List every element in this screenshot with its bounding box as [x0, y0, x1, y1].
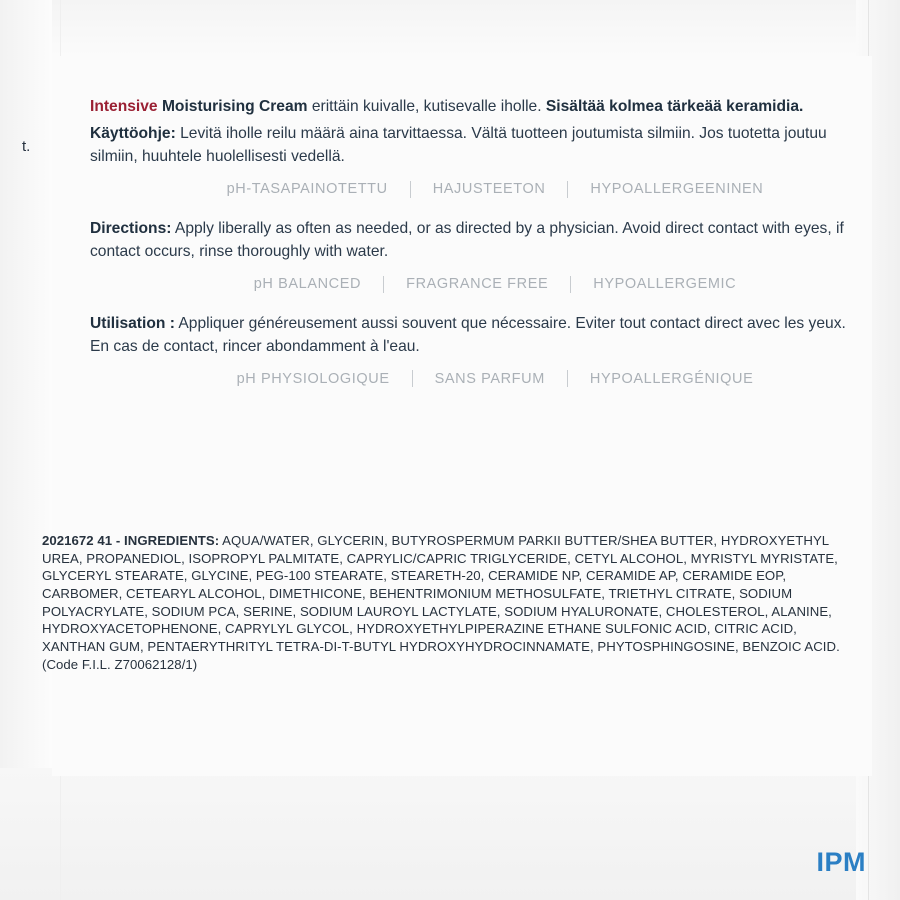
english-directions-paragraph — [90, 218, 860, 264]
claim-hypoallergenic-fr: HYPOALLERGÉNIQUE — [589, 370, 754, 387]
finnish-claims-row — [90, 181, 860, 198]
french-directions-label: Utilisation : — [90, 314, 175, 332]
claim-ph-balanced-fi: pH-TASAPAINOTETTU — [226, 181, 388, 198]
finnish-directions-text: Levitä iholle reilu määrä aina tarvittaessa. Vältä tuotteen joutumista silmiin. Jos tuotetta joutuu silmiin, huuhtele huolellisesti vedellä. — [90, 124, 827, 165]
claim-fragrance-free-en: FRAGRANCE FREE — [406, 276, 549, 293]
french-claims-row — [90, 370, 860, 387]
ipm-logo: IPM — [816, 847, 866, 877]
ingredients-code-label: 2021672 41 - INGREDIENTS: — [42, 533, 220, 548]
claim-hypoallergenic-en: HYPOALLERGEMIC — [593, 276, 737, 293]
finnish-section — [90, 96, 860, 198]
claim-ph-balanced-fr: pH PHYSIOLOGIQUE — [236, 370, 390, 387]
claim-ph-balanced-en: pH BALANCED — [253, 276, 362, 293]
background-shade-left — [0, 0, 52, 900]
finnish-intro-paragraph — [90, 96, 860, 119]
brand-name-intensive: Intensive — [90, 98, 158, 115]
label-text-content — [90, 96, 860, 407]
finnish-directions-paragraph — [90, 123, 860, 169]
ingredients-list: AQUA/WATER, GLYCERIN, BUTYROSPERMUM PARKII BUTTER/SHEA BUTTER, HYDROXYETHYL UREA, PROPANEDIOL, ISOPROPYL PALMITATE, CAPRYLIC/CAPRIC TRIGLYCERIDE, CETYL ALCOHOL, MYRISTYL MYRISTATE, GLYCERYL STEARATE, GLYCINE, PEG-100 STEARATE, STEARETH-20, CERAMIDE NP, CERAMIDE AP, CERAMIDE EOP, CARBOMER, CETEARYL ALCOHOL, DIMETHICONE, BEHENTRIMONIUM METHOSULFATE, TRIETHYL CITRATE, SODIUM POLYACRYLATE, SODIUM PCA, SERINE, SODIUM LAUROYL LACTYLATE, SODIUM HYALURONATE, CHOLESTEROL, ALANINE, HYDROXYACETOPHENONE, CAPRYLYL GLYCOL, HYDROXYETHYLPIPERAZINE ETHANE SULFONIC ACID, CITRIC ACID, XANTHAN GUM, PENTAERYTHRITYL TETRA-DI-T-BUTYL HYDROXYHYDROCINNAMATE, PHYTOSPHINGOSINE, BENZOIC ACID. (Code F.I.L. Z70062128/1) — [42, 533, 840, 672]
background-shade-top — [0, 0, 900, 56]
english-claims-row — [90, 276, 860, 293]
background-shade-bottom — [0, 768, 900, 900]
left-cropped-text-fragment: t. — [22, 138, 31, 155]
product-name-moisturising-cream: Moisturising Cream — [157, 98, 308, 115]
french-directions-text: Appliquer généreusement aussi souvent que nécessaire. Eviter tout contact direct avec les yeux. En cas de contact, rincer abondamment à l'eau. — [90, 314, 846, 355]
claim-fragrance-free-fi: HAJUSTEETON — [432, 181, 546, 198]
finnish-directions-label: Käyttöohje: — [90, 124, 176, 142]
finnish-intro-bold-tail: Sisältää kolmea tärkeää keramidia. — [545, 98, 804, 115]
finnish-intro-text: erittäin kuivalle, kutisevalle iholle. — [307, 98, 546, 115]
english-directions-label: Directions: — [90, 219, 172, 237]
ingredients-block — [42, 532, 860, 674]
english-directions-text: Apply liberally as often as needed, or as directed by a physician. Avoid direct contact with eyes, if contact occurs, rinse thoroughly with water. — [90, 219, 844, 260]
french-section — [90, 313, 860, 388]
claim-fragrance-free-fr: SANS PARFUM — [434, 370, 545, 387]
french-directions-paragraph — [90, 313, 860, 359]
claim-hypoallergenic-fi: HYPOALLERGEENINEN — [590, 181, 764, 198]
english-section — [90, 218, 860, 293]
